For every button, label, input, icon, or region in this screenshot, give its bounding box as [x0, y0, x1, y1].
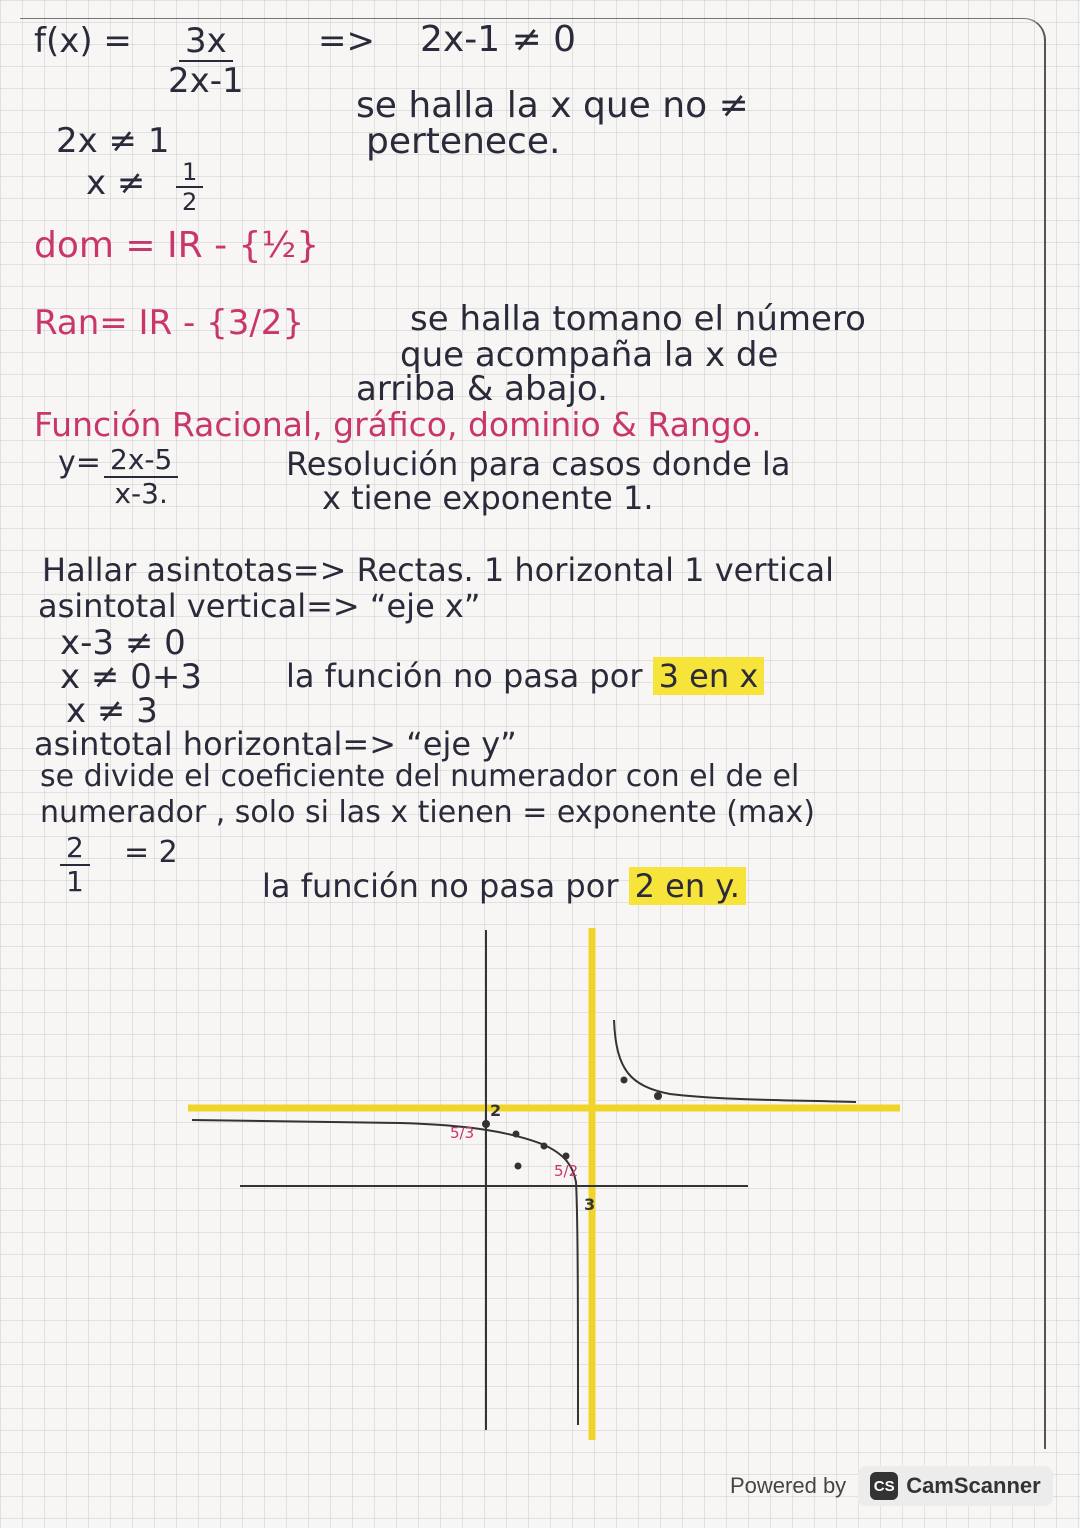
section-heading: Función Racional, gráfico, dominio & Rango.: [34, 405, 762, 444]
horizontal-explain-1: se divide el coeficiente del numerador con el de el: [40, 759, 800, 794]
point-right-2: [654, 1092, 662, 1100]
point-y-intercept: [482, 1120, 490, 1128]
domain-step-1: 2x ≠ 1: [56, 121, 170, 161]
horizontal-asymptote-title: asintotal horizontal=> “eje y”: [34, 725, 517, 763]
range-note-1: se halla tomano el número: [410, 299, 866, 339]
coefficient-result: = 2: [124, 835, 178, 870]
asymptote-intro: Hallar asintotas=> Rectas. 1 horizontal 1 vertical: [42, 551, 834, 589]
powered-by-text: Powered by: [730, 1473, 847, 1498]
label-x-intercept: 5/2: [554, 1162, 579, 1180]
function-denominator: 2x-1: [168, 61, 244, 101]
vertical-note-highlight: 3 en x: [653, 657, 765, 695]
vertical-step-3: x ≠ 3: [66, 691, 158, 731]
note-line-1: se halla la x que no ≠: [356, 85, 749, 126]
resolution-line-2: x tiene exponente 1.: [322, 479, 654, 517]
vertical-note-text: la función no pasa por: [286, 657, 643, 695]
example-denominator: x-3.: [114, 477, 168, 510]
implies-arrow: =>: [318, 21, 375, 61]
point-left-4: [563, 1153, 570, 1160]
coefficient-fraction: [60, 831, 90, 898]
cs-logo-icon: CS: [870, 1472, 898, 1500]
domain-result: dom = IR - {½}: [34, 225, 320, 266]
label-horizontal-value: 2: [490, 1101, 502, 1120]
domain-step-2-lhs: x ≠: [86, 163, 146, 203]
horizontal-note-text: la función no pasa por: [262, 867, 619, 905]
half-numerator: 1: [176, 160, 203, 188]
range-note-3: arriba & abajo.: [356, 369, 608, 409]
horizontal-note: [262, 867, 746, 905]
range-note-2: que acompaña la x de: [400, 335, 779, 375]
domain-step-2-fraction: [176, 160, 203, 214]
example-numerator: 2x-5: [104, 446, 178, 478]
label-vertical-value: 3: [584, 1195, 596, 1214]
function-fraction: [168, 21, 244, 101]
function-lhs: f(x) =: [34, 21, 132, 61]
vertical-step-1: x-3 ≠ 0: [60, 623, 186, 663]
vertical-asymptote-title: asintotal vertical=> “eje x”: [38, 587, 481, 625]
half-denominator: 2: [182, 188, 198, 216]
camscanner-logo: [858, 1466, 1053, 1506]
label-y-intercept: 5/3: [450, 1124, 475, 1142]
function-numerator: 3x: [179, 24, 233, 62]
point-right-1: [621, 1077, 628, 1084]
resolution-line-1: Resolución para casos donde la: [286, 445, 791, 483]
range-result: Ran= IR - {3/2}: [34, 303, 305, 343]
denominator-condition: 2x-1 ≠ 0: [420, 19, 577, 60]
note-line-2: pertenece.: [366, 121, 561, 162]
horizontal-explain-2: numerador , solo si las x tienen = exponente (max): [40, 795, 815, 830]
coefficient-denominator: 1: [66, 865, 84, 898]
rational-function-graph: [180, 920, 920, 1440]
example-lhs: y=: [58, 445, 101, 480]
horizontal-note-highlight: 2 en y.: [629, 867, 746, 905]
camscanner-brand: CamScanner: [906, 1473, 1041, 1498]
camscanner-watermark: [730, 1466, 1053, 1506]
point-left-3: [515, 1163, 522, 1170]
vertical-step-2: x ≠ 0+3: [60, 657, 202, 697]
point-left-2: [541, 1143, 548, 1150]
vertical-note: [286, 657, 764, 695]
point-left-1: [513, 1131, 520, 1138]
curve-right-branch: [614, 1020, 856, 1102]
example-fraction: [104, 443, 178, 510]
coefficient-numerator: 2: [60, 834, 90, 866]
